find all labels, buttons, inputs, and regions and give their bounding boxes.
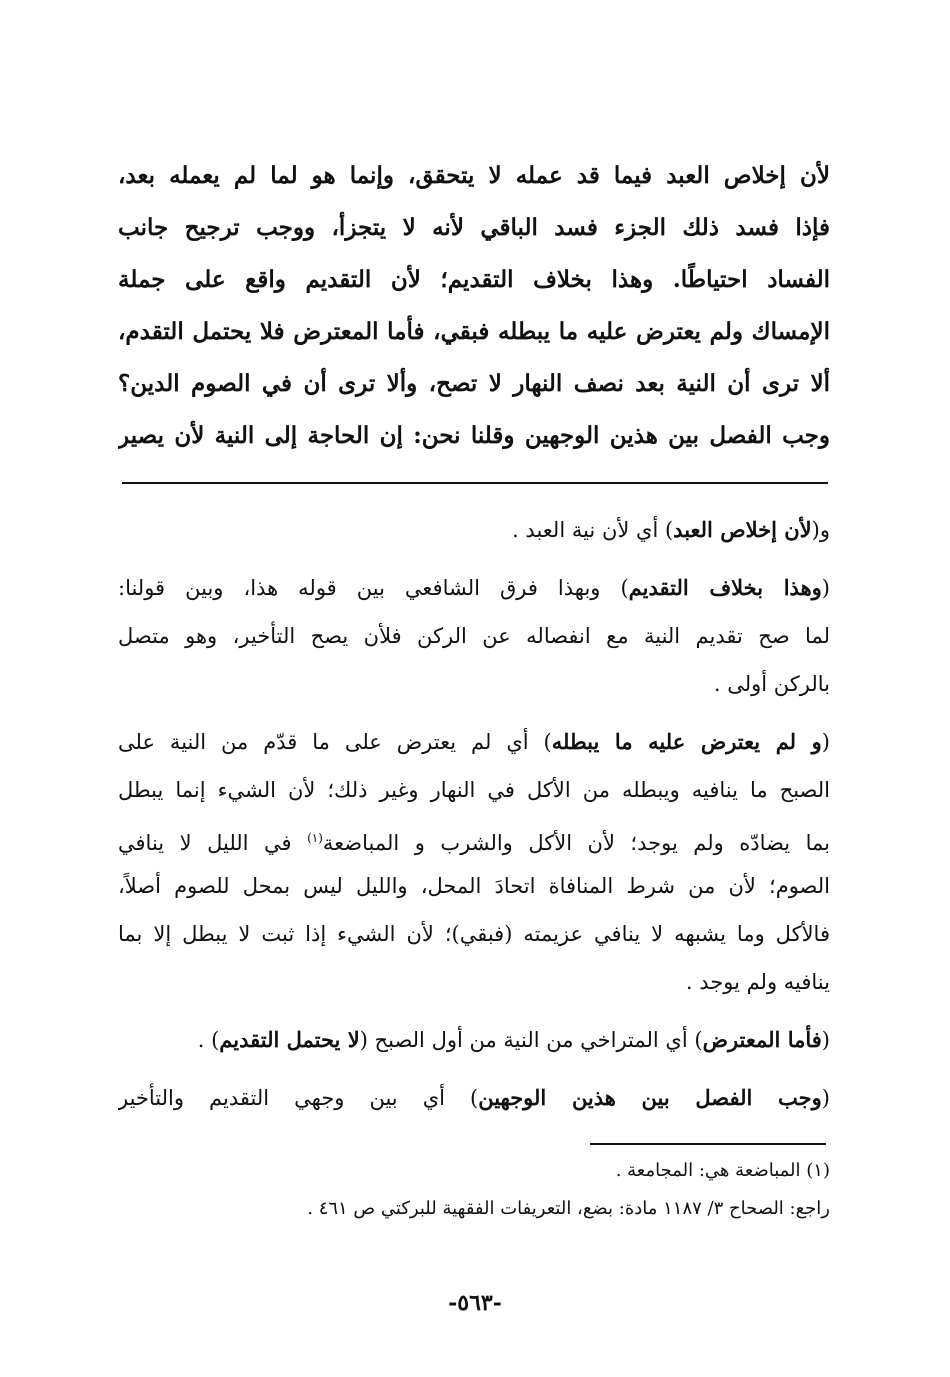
page-number: -٥٦٣-	[448, 1290, 502, 1316]
explanation-text: ) وبهذا فرق الشافعي بين قوله هذا، وبين قولنا:	[118, 576, 629, 600]
commentary-block	[118, 506, 830, 1132]
bracket-text: (	[821, 730, 830, 754]
main-text-line: ألا ترى أن النية بعد نصف النهار لا تصح، وألا ترى أن في الصوم الدين؟	[118, 370, 830, 397]
main-text-block	[118, 150, 830, 462]
bracket-text: (	[821, 1028, 830, 1052]
commentary-line	[118, 814, 830, 862]
quoted-phrase: وجب الفصل بين هذين الوجهين	[478, 1085, 822, 1110]
main-text-line: وجب الفصل بين هذين الوجهين وقلنا نحن: إن الحاجة إلى النية لأن يصير	[118, 422, 830, 449]
commentary-line	[118, 718, 830, 766]
footnote-line: (١) المباضعة هي: المجامعة .	[615, 1160, 830, 1181]
explanation-text: بما يضادّه ولم يوجد؛ لأن الأكل والشرب و المباضعة	[322, 831, 830, 855]
commentary-line	[118, 506, 830, 554]
commentary-line: بالركن أولى .	[713, 672, 830, 696]
footnote-divider	[590, 1143, 826, 1145]
commentary-line: لما صح تقديم النية مع انفصاله عن الركن فلأن يصح التأخير، وهو متصل	[118, 624, 830, 648]
explanation-text: ) أي المتراخي من النية من أول الصبح (	[359, 1028, 703, 1052]
main-text-line: الفساد احتياطًا. وهذا بخلاف التقديم؛ لأن التقديم واقع على جملة	[118, 266, 830, 293]
main-text-line: الإمساك ولم يعترض عليه ما يبطله فبقي، فأما المعترض فلا يحتمل التقدم،	[118, 318, 830, 345]
footnote-reference[interactable]: (١)	[307, 831, 323, 845]
quoted-phrase: لأن إخلاص العبد	[673, 517, 812, 542]
explanation-text: ) أي لأن نية العبد .	[512, 518, 674, 542]
commentary-paragraph-4	[118, 1016, 830, 1064]
quoted-phrase: و لم يعترض عليه ما يبطله	[551, 729, 822, 754]
commentary-line	[118, 1074, 830, 1122]
quoted-phrase: فأما المعترض	[702, 1027, 822, 1052]
commentary-line	[118, 564, 830, 612]
bracket-text: (	[821, 1086, 830, 1110]
commentary-line	[118, 1016, 830, 1064]
footnote-line: راجع: الصحاح ٣/ ١١٨٧ مادة: بضع، التعريفات الفقهية للبركتي ص ٤٦١ .	[307, 1198, 830, 1219]
commentary-paragraph-3	[118, 718, 830, 1006]
explanation-text: في الليل لا ينافي	[118, 831, 308, 855]
commentary-paragraph-1	[118, 506, 830, 554]
bracket-text: و(	[811, 518, 830, 542]
commentary-line: الصوم؛ لأن من شرط المنافاة اتحادَ المحل، والليل ليس بمحل للصوم أصلاً،	[118, 874, 830, 898]
bracket-text: ) .	[197, 1028, 220, 1052]
explanation-text: ) أي بين وجهي التقديم والتأخير	[118, 1086, 479, 1110]
main-text-line: فإذا فسد ذلك الجزء فسد الباقي لأنه لا يتجزأ، ووجب ترجيح جانب	[118, 214, 830, 241]
commentary-line: ينافيه ولم يوجد .	[685, 970, 830, 994]
main-text-line: لأن إخلاص العبد فيما قد عمله لا يتحقق، وإنما هو لما لم يعمله بعد،	[118, 162, 830, 189]
commentary-paragraph-5	[118, 1074, 830, 1122]
quoted-phrase: لا يحتمل التقديم	[219, 1027, 360, 1052]
explanation-text: ) أي لم يعترض على ما قدّم من النية على	[118, 730, 552, 754]
quoted-phrase: وهذا بخلاف التقديم	[628, 575, 822, 600]
main-text-divider	[122, 482, 828, 484]
commentary-line: الصبح ما ينافيه ويبطله من الأكل في النهار وغير ذلك؛ لأن الشيء إنما يبطل	[118, 778, 830, 802]
bracket-text: (	[821, 576, 830, 600]
commentary-line: فالأكل وما يشبهه لا ينافي عزيمته (فبقي)؛ لأن الشيء إذا ثبت لا يبطل إلا بما	[118, 922, 830, 946]
commentary-paragraph-2	[118, 564, 830, 708]
footnotes-block	[118, 1152, 830, 1228]
